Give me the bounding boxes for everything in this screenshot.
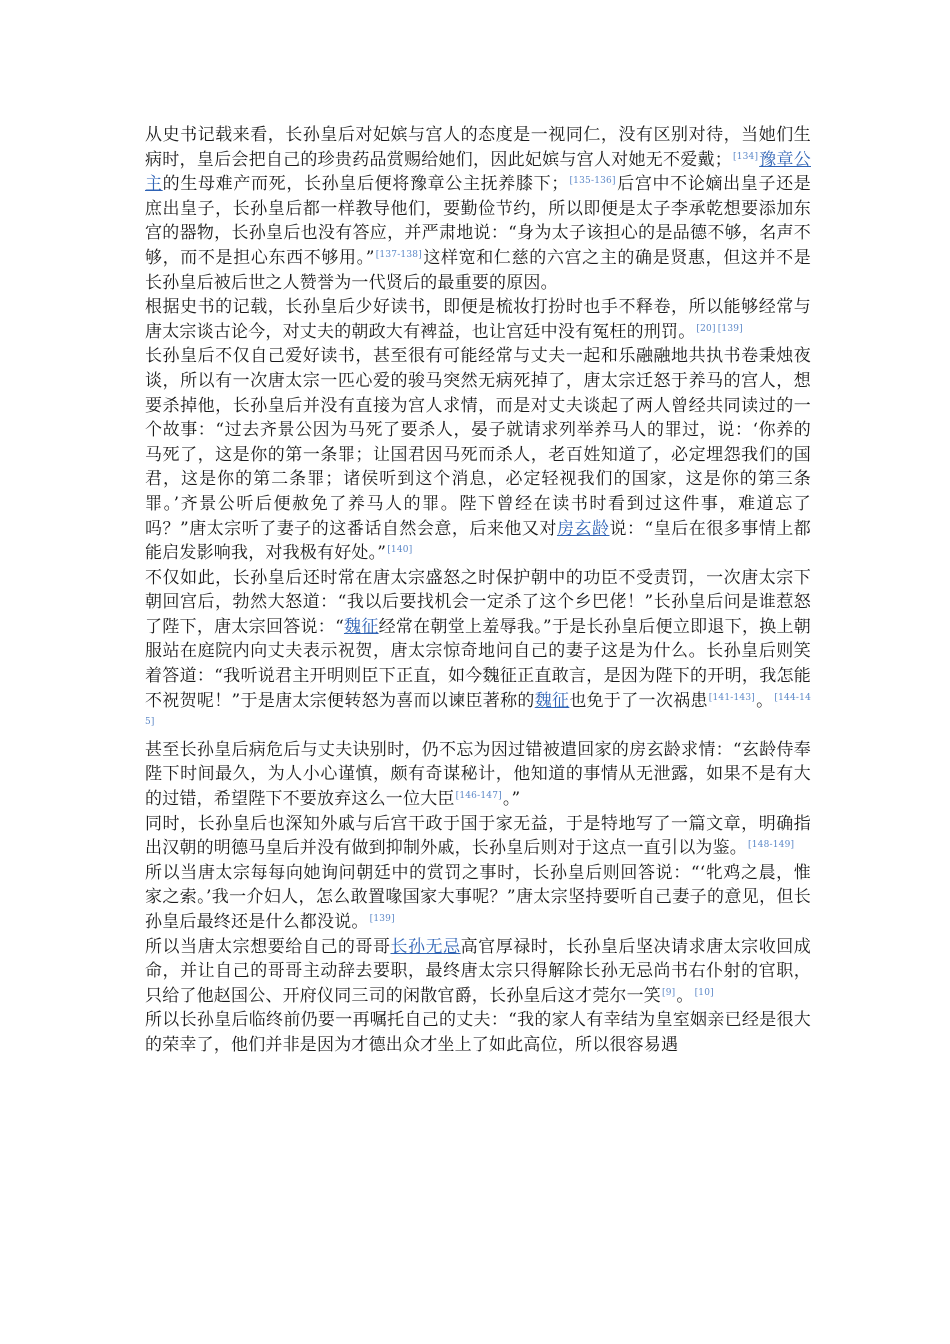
citation-ref-link[interactable]: [135-136] — [569, 176, 616, 187]
paragraph-text: 。 — [676, 985, 694, 1006]
paragraph-text: 经常在朝堂上羞辱我。”于是长孙皇后便立即退下，换上朝服站在庭院内向丈夫表示祝贺，唐太宗惊奇地问自己的妻子这是为什么。长孙皇后则笑着答道：“我听说君主开明则臣下正直，如今魏征正直敢言，是因为陛下的开明，我怎能不祝贺呢！”于是唐太宗便转怒为喜而以谏臣著称的 — [145, 616, 811, 711]
paragraph — [145, 1008, 811, 1057]
paragraph — [145, 812, 811, 861]
citation-ref-link[interactable]: [134] — [732, 151, 759, 162]
entity-link[interactable]: 魏征 — [343, 616, 379, 637]
paragraph-text: 甚至长孙皇后病危后与丈夫诀别时，仍不忘为因过错被遣回家的房玄龄求情：“玄龄侍奉陛下时间最久，为人小心谨慎，颇有奇谋秘计，他知道的事情从无泄露，如果不是有大的过错，希望陛下不要放弃这么一位大臣 — [145, 739, 811, 810]
paragraph-text: 所以当唐太宗想要给自己的哥哥 — [145, 936, 391, 957]
citation-ref-link[interactable]: [137-138] — [375, 249, 422, 260]
entity-link[interactable]: 房玄龄 — [556, 518, 610, 539]
paragraph-text: 。” — [502, 789, 521, 810]
paragraph — [145, 295, 811, 344]
paragraph-text: 所以当唐太宗每每向她询问朝廷中的赏罚之事时，长孙皇后则回答说：“‘牝鸡之晨，惟家之索。’我一介妇人，怎么敢置喙国家大事呢？”唐太宗坚持要听自己妻子的意见，但长孙皇后最终还是什么都没说。 — [145, 862, 811, 932]
paragraph — [145, 123, 811, 295]
paragraph-text: 后宫中不论嫡出皇子还是庶出皇子，长孙皇后都一样教导他们，要勤俭节约，所以即便是太子李承乾想要添加东宫的器物，长孙皇后也没有答应，并严肃地说：“身为太子该担心的是品德不够，名声不够，而不是担心东西不够用。” — [145, 174, 811, 268]
paragraph-text: 说：“皇后在很多事情上都能启发影响我，对我极有好处。” — [145, 518, 811, 564]
entity-link[interactable]: 长孙无忌 — [390, 936, 461, 957]
entity-link[interactable]: 豫章公主 — [145, 149, 811, 195]
article-body — [145, 123, 811, 1058]
citation-ref-link[interactable]: [9] — [662, 987, 676, 998]
citation-ref-link[interactable]: [141-143] — [708, 692, 755, 703]
paragraph — [145, 935, 811, 1009]
paragraph — [145, 861, 811, 935]
citation-ref-link[interactable]: [139] — [369, 914, 395, 924]
paragraph-text: 根据史书的记载，长孙皇后少好读书，即便是梳妆打扮时也手不释卷，所以能够经常与唐太宗谈古论今，对丈夫的朝政大有裨益，也让宫廷中没有冤枉的刑罚。 — [145, 297, 811, 342]
paragraph — [145, 566, 811, 738]
paragraph-text: 同时，长孙皇后也深知外戚与后宫干政于国于家无益，于是特地写了一篇文章，明确指出汉朝的明德马皇后并没有做到抑制外戚，长孙皇后则对于这点一直引以为鉴。 — [145, 813, 811, 859]
paragraph-text: 从史书记载来看，长孙皇后对妃嫔与宫人的态度是一视同仁，没有区别对待，当她们生病时，皇后会把自己的珍贵药品赏赐给她们，因此妃嫔与宫人对她无不爱戴； — [145, 125, 811, 170]
entity-link[interactable]: 魏征 — [534, 690, 570, 711]
paragraph-text: 也免于了一次祸患 — [569, 690, 708, 711]
citation-ref-link[interactable]: [10] — [694, 987, 714, 998]
citation-ref-link[interactable]: [140] — [387, 545, 413, 556]
paragraph-text: 这样宽和仁慈的六宫之主的确是贤惠，但这并不是长孙皇后被后世之人赞誉为一代贤后的最重要的原因。 — [145, 247, 811, 293]
paragraph-text: 的生母难产而死，长孙皇后便将豫章公主抚养膝下； — [162, 174, 569, 195]
citation-ref-link[interactable]: [144-145] — [145, 692, 811, 728]
citation-ref-link[interactable]: [139] — [717, 323, 743, 334]
citation-ref-link[interactable]: [146-147] — [455, 791, 502, 802]
paragraph — [145, 344, 811, 565]
paragraph-text: 高官厚禄时，长孙皇后坚决请求唐太宗收回成命，并让自己的哥哥主动辞去要职，最终唐太宗只得解除长孙无忌尚书右仆射的官职，只给了他赵国公、开府仪同三司的闲散官爵，长孙皇后这才莞尔一笑 — [145, 936, 811, 1006]
paragraph — [145, 738, 811, 812]
citation-ref-link[interactable]: [148-149] — [748, 840, 795, 851]
paragraph-text: 不仅如此，长孙皇后还时常在唐太宗盛怒之时保护朝中的功臣不受责罚，一次唐太宗下朝回宫后，勃然大怒道：“我以后要找机会一定杀了这个乡巴佬！”长孙皇后问是谁惹怒了陛下，唐太宗回答说：“ — [145, 567, 811, 637]
paragraph-text: 所以长孙皇后临终前仍要一再嘱托自己的丈夫：“我的家人有幸结为皇室姻亲已经是很大的荣幸了，他们并非是因为才德出众才坐上了如此高位，所以很容易遇 — [145, 1010, 811, 1055]
paragraph-text: 。 — [755, 690, 774, 711]
paragraph-text: 长孙皇后不仅自己爱好读书，甚至很有可能经常与丈夫一起和乐融融地共执书卷秉烛夜谈，所以有一次唐太宗一匹心爱的骏马突然无病死掉了，唐太宗迁怒于养马的宫人，想要杀掉他，长孙皇后并没有直接为宫人求情，而是对丈夫谈起了两人曾经共同读过的一个故事：“过去齐景公因为马死了要杀人，晏子就请求列举养马人的罪过，说：‘你养的马死了，这是你的第一条罪；让国君因马死而杀人，老百姓知道了，必定埋怨我们的国君，这是你的第二条罪；诸侯听到这个消息，必定轻视我们的国家，这是你的第三条罪。’齐景公听后便赦免了养马人的罪。陛下曾经在读书时看到过这件事，难道忘了吗？”唐太宗听了妻子的这番话自然会意，后来他又对 — [145, 346, 811, 539]
citation-ref-link[interactable]: [20] — [696, 323, 716, 334]
